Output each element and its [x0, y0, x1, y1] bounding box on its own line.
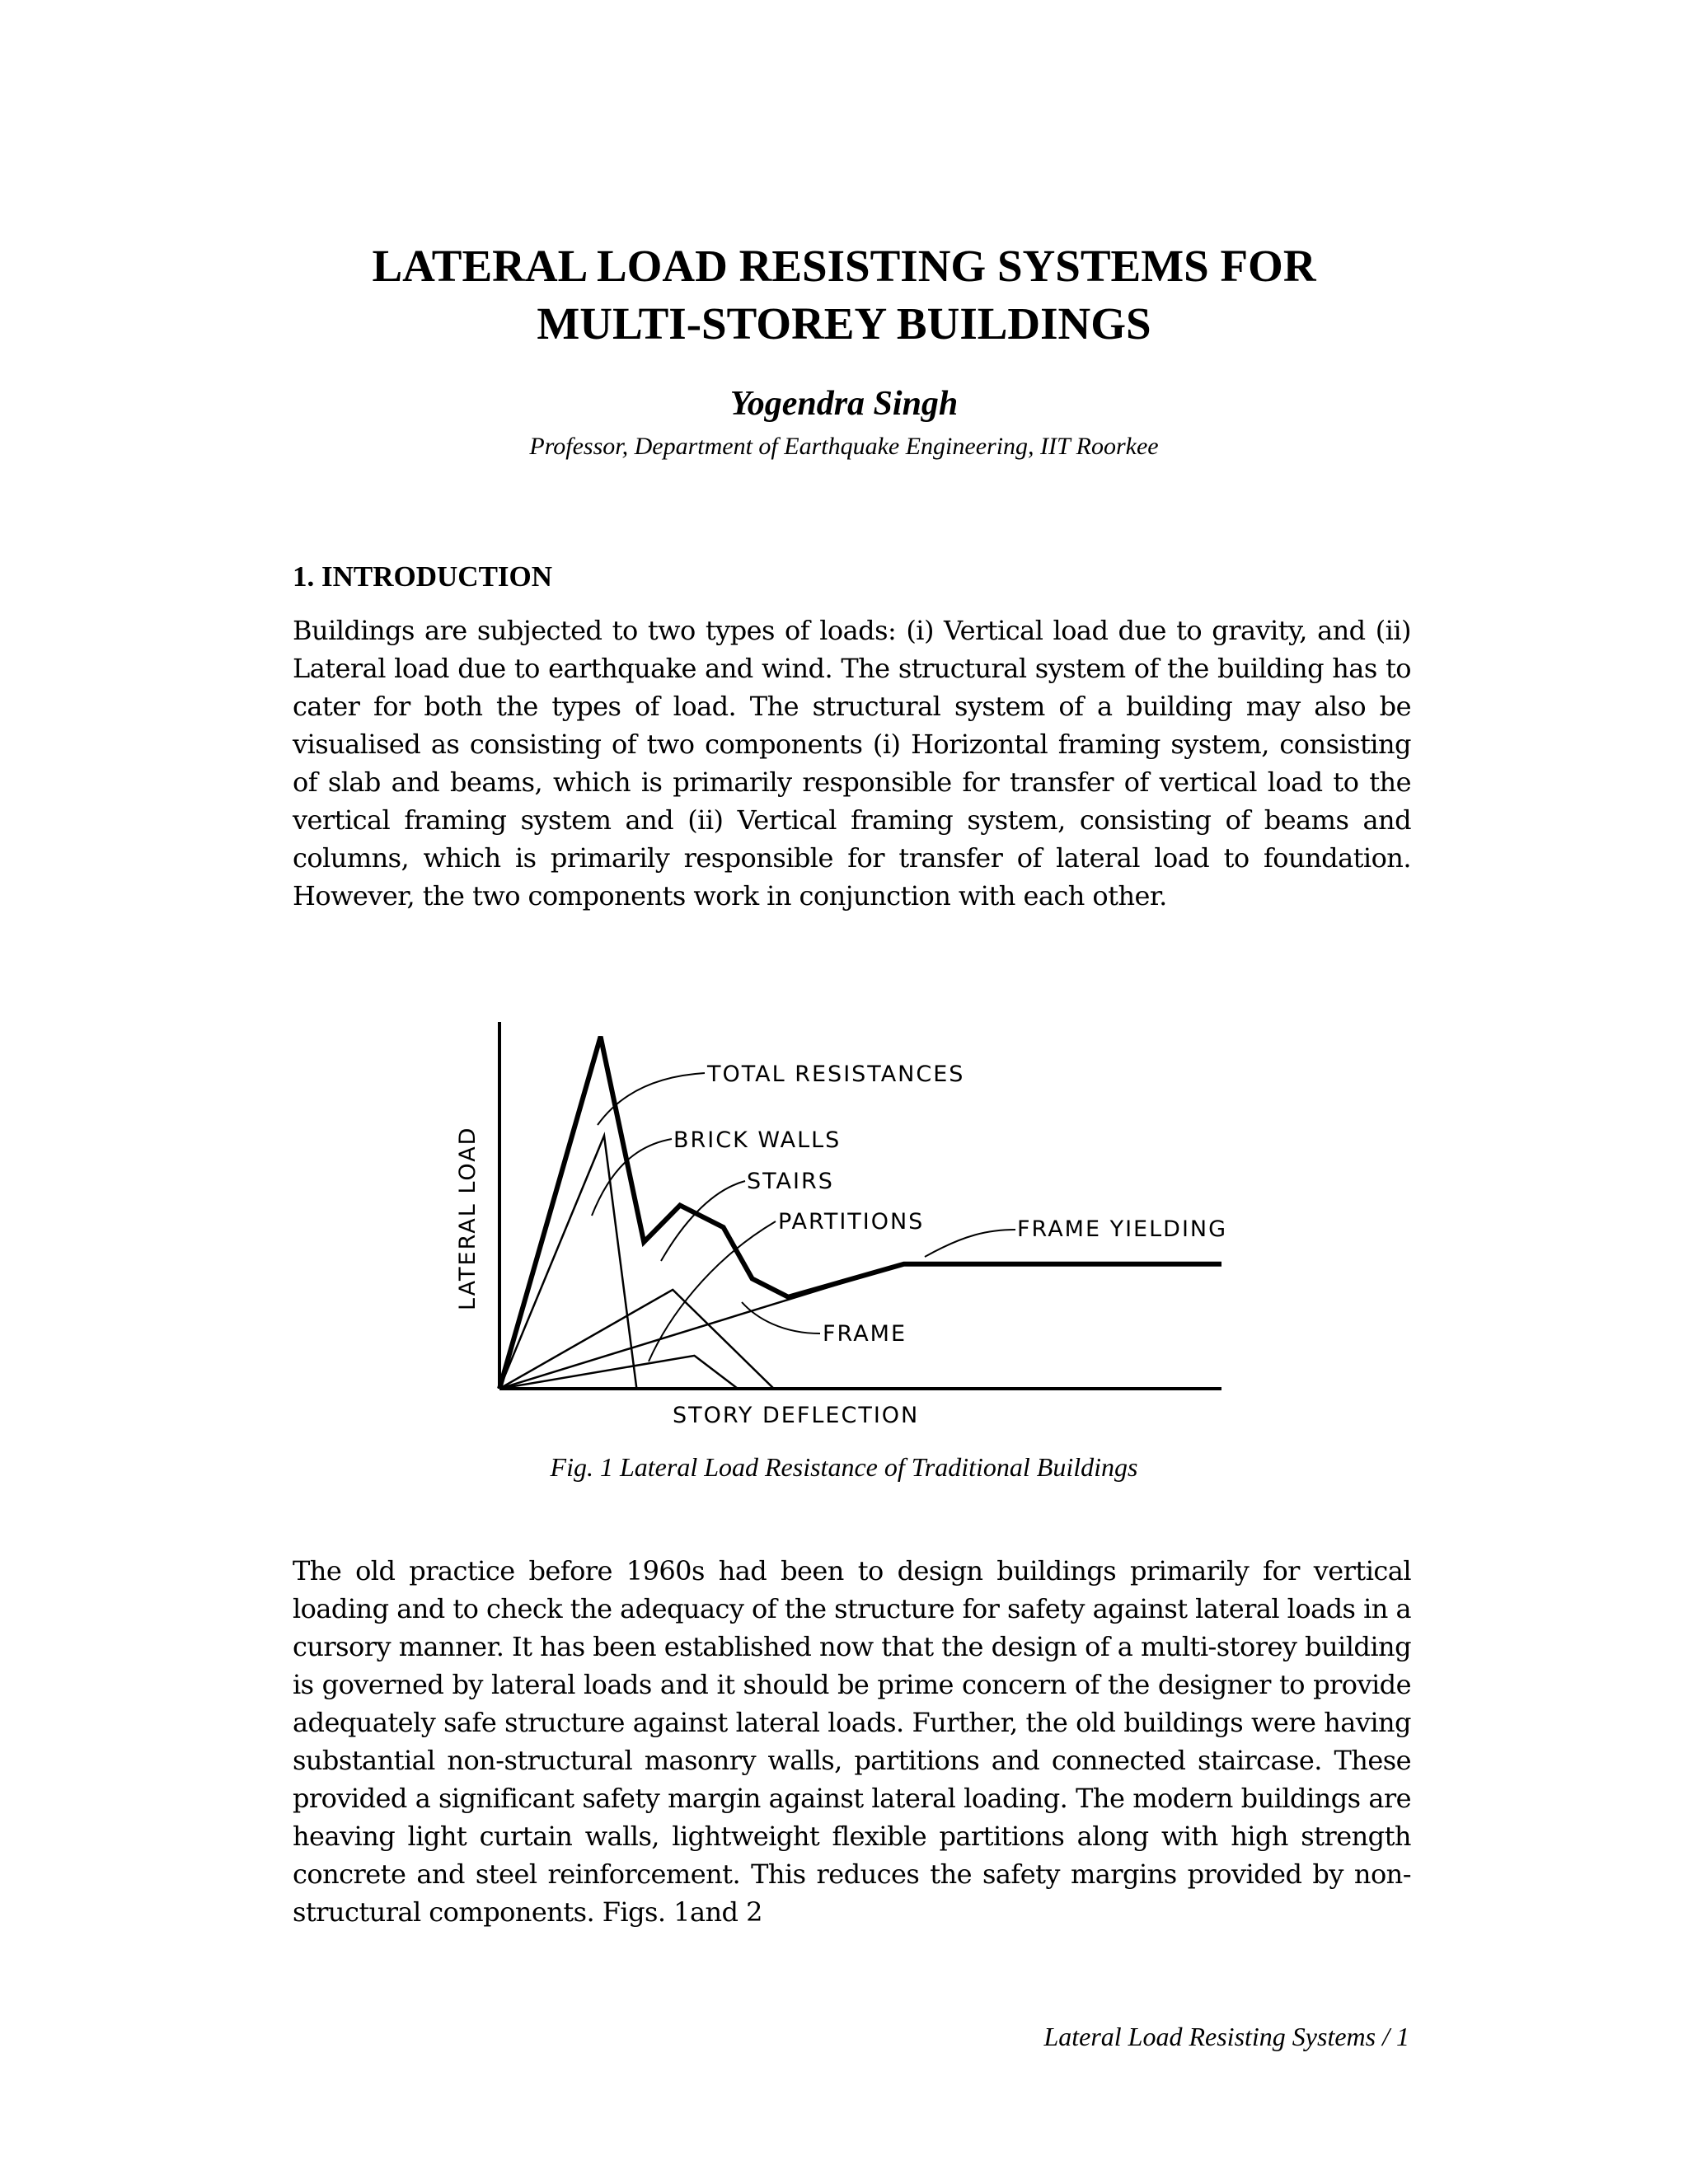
annotation-labels	[673, 1062, 1227, 1347]
series-stairs	[499, 1290, 774, 1389]
page-footer: Lateral Load Resisting Systems / 1	[1043, 2022, 1409, 2051]
label-stairs: STAIRS	[747, 1169, 834, 1194]
label-brick-walls: BRICK WALLS	[673, 1127, 842, 1153]
title-line-2: MULTI-STOREY BUILDINGS	[537, 298, 1151, 349]
leader-frame	[742, 1302, 820, 1333]
author-affiliation: Professor, Department of Earthquake Engineering, IIT Roorkee	[529, 433, 1159, 460]
label-frame-yielding: FRAME YIELDING	[1017, 1216, 1228, 1242]
label-frame: FRAME	[823, 1321, 907, 1347]
series-partitions	[499, 1356, 738, 1389]
document-title	[247, 237, 1441, 353]
title-line-1: LATERAL LOAD RESISTING SYSTEMS FOR	[372, 241, 1316, 291]
x-axis-label: STORY DEFLECTION	[673, 1403, 920, 1426]
load-deflection-chart	[445, 1014, 1253, 1426]
label-total-resistances: TOTAL RESISTANCES	[707, 1062, 965, 1087]
paragraph-design-practice: The old practice before 1960s had been to design buildings primarily for vertical loading and to check the adequacy of the structure for safety against lateral loads in a cursory manner. It has been established now that the design of a multi-storey building is governed by lateral loads and it should be prime concern of the designer to provide adequately safe structure against lateral loads. Further, the old buildings were having substantial non-structural masonry walls, partitions and connected staircase. These provided a significant safety margin against lateral loading. The modern buildings are heaving light curtain walls, lightweight flexible partitions along with high strength concrete and steel reinforcement. This reduces the safety margins provided by non-structural components. Figs. 1and 2	[293, 1555, 1411, 1928]
y-axis-label: LATERAL LOAD	[455, 1126, 481, 1310]
figure-1	[445, 1014, 1253, 1426]
leader-frame-yielding	[925, 1230, 1015, 1257]
section-heading: 1. INTRODUCTION	[293, 560, 553, 593]
leader-stairs	[661, 1181, 745, 1261]
figure-caption: Fig. 1 Lateral Load Resistance of Traditional Buildings	[550, 1452, 1138, 1482]
author-name: Yogendra Singh	[729, 385, 959, 423]
series-brick-walls	[499, 1136, 636, 1389]
label-partitions: PARTITIONS	[778, 1209, 925, 1235]
paragraph-introduction: Buildings are subjected to two types of loads: (i) Vertical load due to gravity, and (ii) Lateral load due to earthquake and wind. The structural system of the building has to cater for both the types of load. The structural system of a building may also be visualised as consisting of two components (i) Horizontal framing system, consisting of slab and beams, which is primarily responsible for transfer of vertical load to the vertical framing system and (ii) Vertical framing system, consisting of beams and columns, which is primarily responsible for transfer of lateral load to foundation. However, the two components work in conjunction with each other.	[293, 615, 1411, 912]
